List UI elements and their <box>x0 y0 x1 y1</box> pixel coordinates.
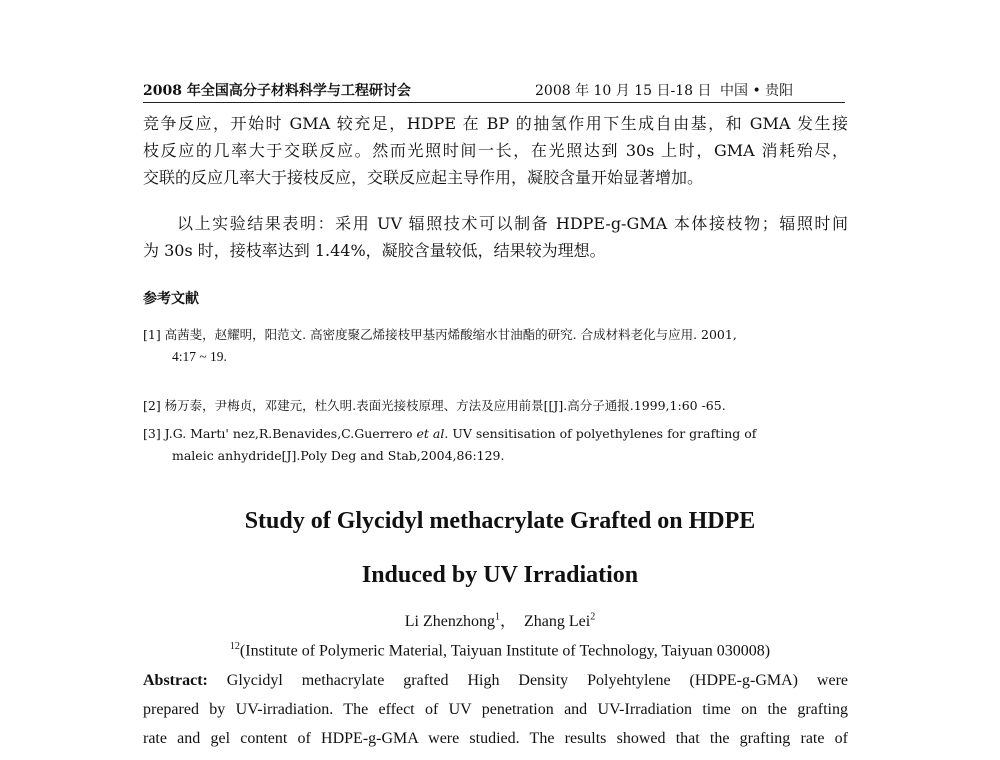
reference-line: maleic anhydride[J].Poly Deg and Stab,2004,86:129. <box>172 448 505 463</box>
author-affil-mark: 1 <box>494 611 500 623</box>
author-name: Li Zhenzhong <box>404 613 495 630</box>
reference-2 <box>143 395 848 417</box>
abstract-text: Glycidyl methacrylate grafted High Density Polyehtylene (HDPE-g-GMA) were <box>207 672 848 689</box>
reference-1 <box>143 324 848 368</box>
body-paragraph-2 <box>143 210 848 264</box>
affiliation-text: (Institute of Polymeric Material, Taiyuan Institute of Technology, Taiyuan 030008) <box>239 642 771 660</box>
abstract-line: prepared by UV-irradiation. The effect of UV penetration and UV-Irradiation time on the grafting <box>143 701 848 718</box>
text-line: 以上实验结果表明：采用 UV 辐照技术可以制备 HDPE-g-GMA 本体接枝物；辐照时间 <box>177 214 848 233</box>
conference-location: 中国 • 贵阳 <box>720 83 794 99</box>
conference-name: 2008 年全国高分子材料科学与工程研讨会 <box>143 83 411 99</box>
reference-line <box>143 423 848 445</box>
text-line: 枝反应的几率大于交联反应。然而光照时间一长，在光照达到 30s 上时，GMA 消耗殆尽， <box>143 141 848 160</box>
body-paragraph-1 <box>143 110 848 191</box>
abstract-line <box>143 666 848 695</box>
abstract-line: rate and gel content of HDPE-g-GMA were studied. The results showed that the grafting rate of <box>143 730 848 747</box>
paper-title-line-2: Induced by UV Irradiation <box>361 562 639 588</box>
text-line: 交联的反应几率大于接枝反应，交联反应起主导作用，凝胶含量开始显著增加。 <box>143 168 704 187</box>
references-heading: 参考文献 <box>143 291 199 307</box>
abstract <box>143 666 848 753</box>
reference-line: [2] 杨万泰，尹梅贞，邓建元，杜久明.表面光接枝原理、方法及应用前景[[J].高分子通报.1999,1:60 -65. <box>143 398 726 413</box>
conference-date: 2008 年 10 月 15 日-18 日 <box>535 83 712 99</box>
running-header <box>143 80 845 103</box>
text-line: 为 30s 时，接枝率达到 1.44%，凝胶含量较低，结果较为理想。 <box>143 241 606 260</box>
reference-3 <box>143 423 848 467</box>
reference-line: [1] 高茜斐，赵耀明，阳范文. 高密度聚乙烯接枝甲基丙烯酸缩水甘油酯的研究. 合成材料老化与应用. 2001, <box>143 327 737 342</box>
abstract-label: Abstract: <box>143 672 208 689</box>
authors <box>0 608 1000 631</box>
affiliation <box>0 641 1000 660</box>
author-name: Zhang Lei <box>524 613 591 630</box>
reference-text: [3] J.G. Martı' nez,R.Benavides,C.Guerrero <box>143 426 417 441</box>
author-separator: ， <box>499 613 516 630</box>
reference-line: 4:17 ~ 19. <box>172 349 227 364</box>
author-affil-mark: 2 <box>590 611 596 623</box>
et-al: et al. <box>416 426 449 441</box>
paper-title-line-1: Study of Glycidyl methacrylate Grafted on HDPE <box>244 508 756 534</box>
reference-text: UV sensitisation of polyethylenes for grafting of <box>448 426 757 441</box>
affil-mark: 12 <box>229 641 240 652</box>
text-line: 竞争反应，开始时 GMA 较充足，HDPE 在 BP 的抽氢作用下生成自由基，和 GMA 发生接 <box>143 114 848 133</box>
